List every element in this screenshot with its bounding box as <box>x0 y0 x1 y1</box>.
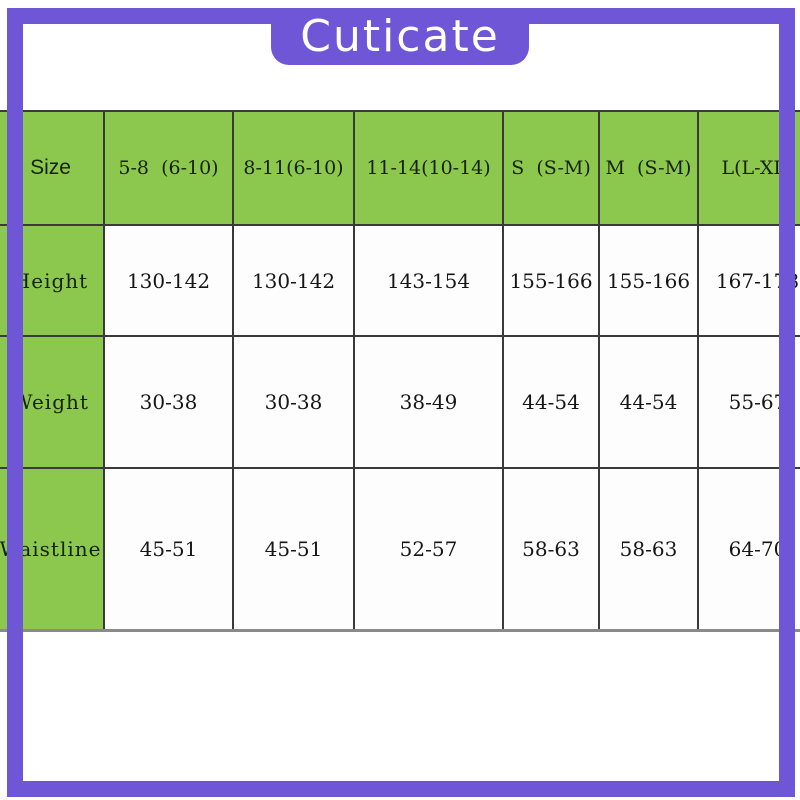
brand-name: Cuticate <box>300 10 500 62</box>
row-label: Height <box>0 225 104 336</box>
table-cell: 58-63 <box>599 468 698 630</box>
header-row <box>0 111 800 225</box>
column-header: 5-8 (6-10) <box>104 111 233 225</box>
table-cell: 44-54 <box>599 336 698 468</box>
brand-badge <box>271 8 529 65</box>
table-cell: 55-67 <box>698 336 800 468</box>
table-cell: 38-49 <box>354 336 503 468</box>
table-cell: 58-63 <box>503 468 599 630</box>
corner-header-size: Size <box>0 111 104 225</box>
column-header: M (S-M) <box>599 111 698 225</box>
table-cell: 44-54 <box>503 336 599 468</box>
table-row <box>0 468 800 630</box>
row-label: Weight <box>0 336 104 468</box>
column-header: L(L-XL) <box>698 111 800 225</box>
table-row <box>0 336 800 468</box>
table-cell: 30-38 <box>104 336 233 468</box>
column-header: S (S-M) <box>503 111 599 225</box>
table-cell: 155-166 <box>503 225 599 336</box>
table-cell: 45-51 <box>233 468 354 630</box>
table-cell: 64-70 <box>698 468 800 630</box>
table-cell: 155-166 <box>599 225 698 336</box>
table-row <box>0 225 800 336</box>
table-cell: 45-51 <box>104 468 233 630</box>
size-chart-table <box>0 110 800 632</box>
table-cell: 130-142 <box>233 225 354 336</box>
table-cell: 30-38 <box>233 336 354 468</box>
table-cell: 52-57 <box>354 468 503 630</box>
row-label: Waistline <box>0 468 104 630</box>
table-cell: 130-142 <box>104 225 233 336</box>
table-cell: 167-178 <box>698 225 800 336</box>
table-body <box>0 225 800 630</box>
column-header: 8-11(6-10) <box>233 111 354 225</box>
table-cell: 143-154 <box>354 225 503 336</box>
column-header: 11-14(10-14) <box>354 111 503 225</box>
